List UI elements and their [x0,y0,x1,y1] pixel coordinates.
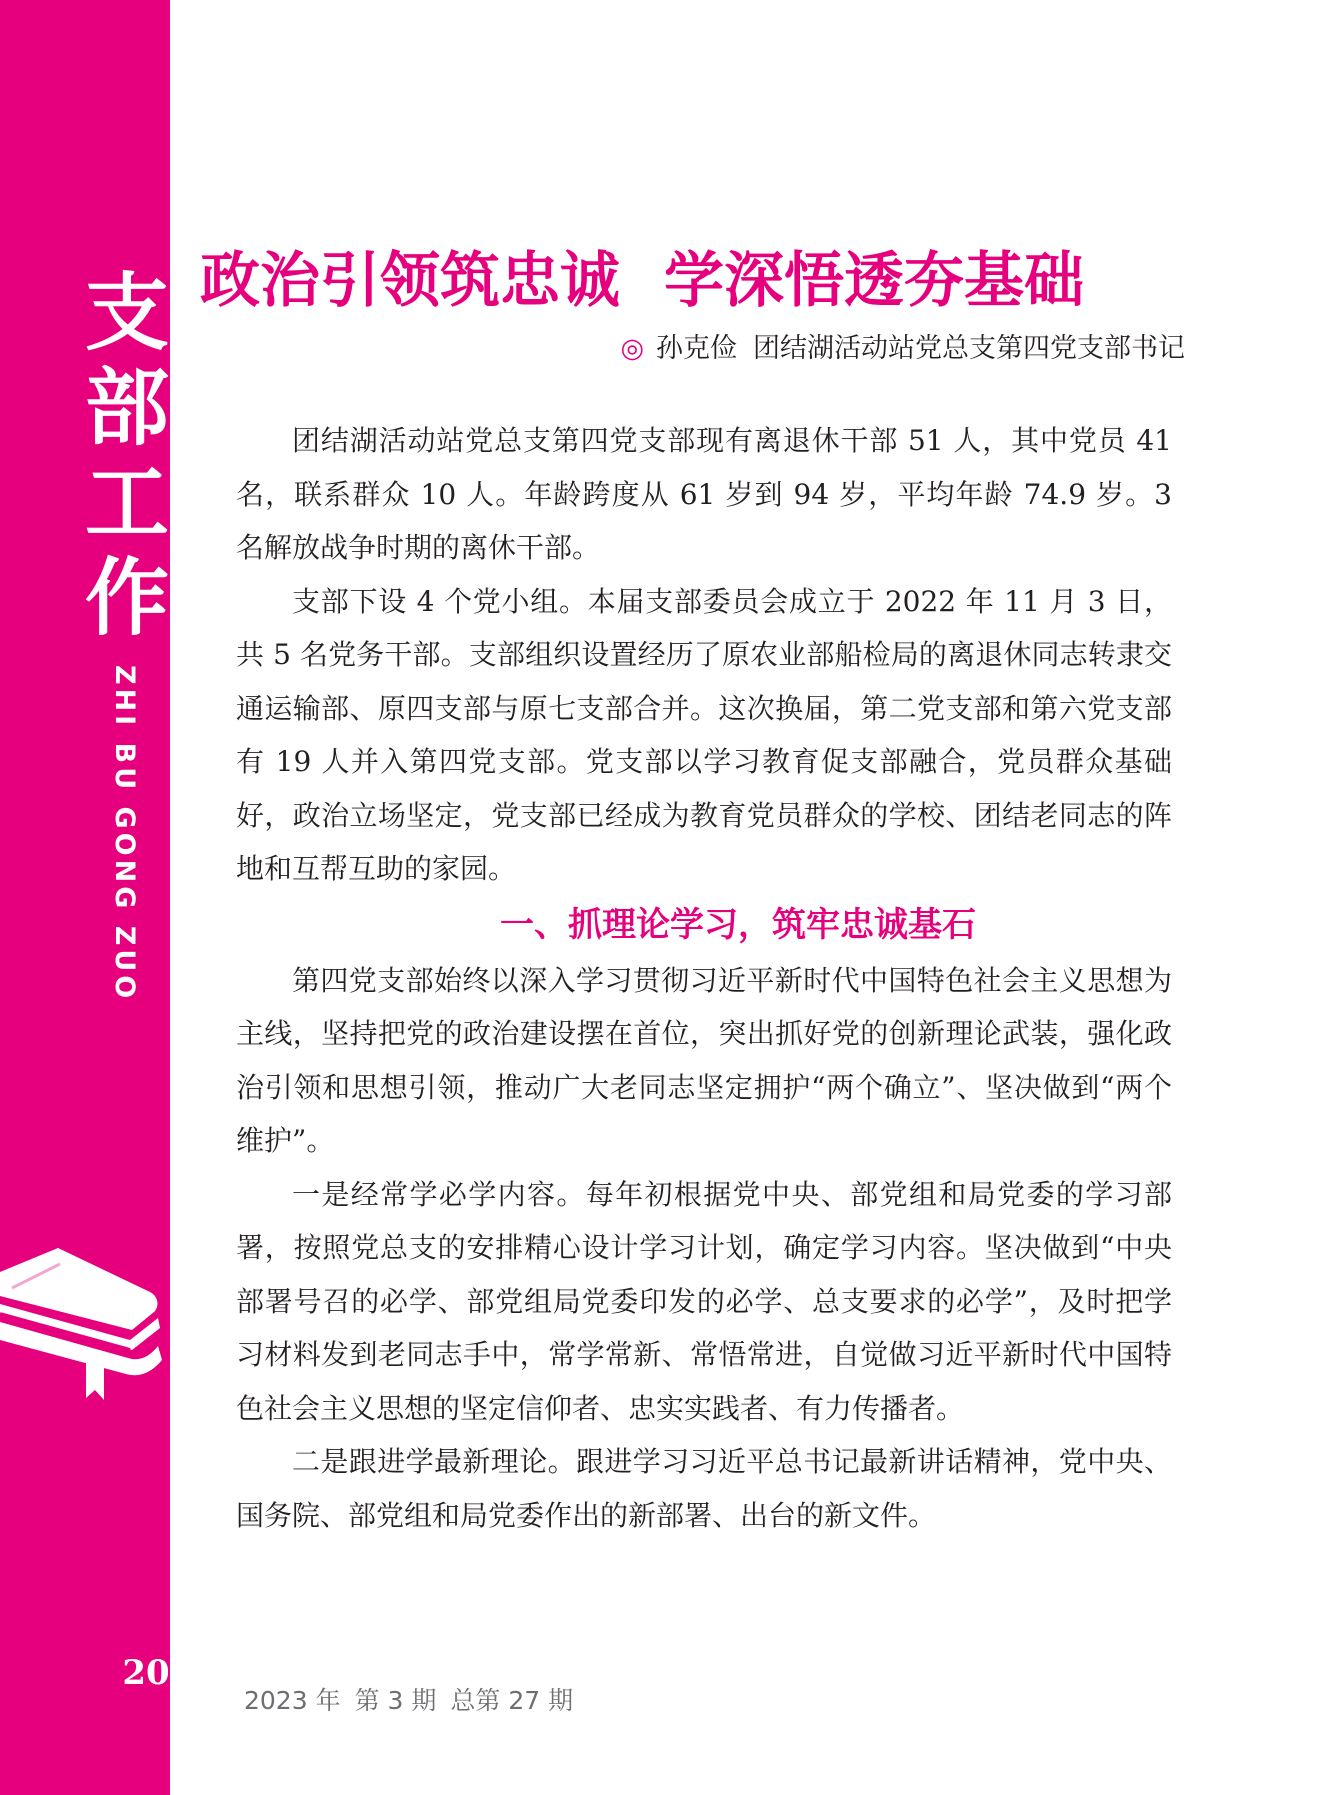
author-name: 孙克俭 [656,333,737,364]
column-title-char: 工 [84,454,169,552]
paragraph: 第四党支部始终以深入学习贯彻习近平新时代中国特色社会主义思想为主线，坚持把党的政治建设摆在首位，突出抓好党的创新理论武装，强化政治引领和思想引领，推动广大老同志坚定拥护“两个确立”、坚决做到“两个维护”。 [236,963,1172,1157]
column-title-char: 部 [84,359,169,457]
footer-year: 2023 年 [244,1686,341,1715]
column-title-char: 作 [84,549,169,647]
paragraph: 二是跟进学最新理论。跟进学习习近平总书记最新讲话精神，党中央、国务院、部党组和局党委作出的新部署、出台的新文件。 [236,1445,1172,1532]
paragraph: 团结湖活动站党总支第四党支部现有离退休干部 51 人，其中党员 41 名，联系群众 10 人。年龄跨度从 61 岁到 94 岁，平均年龄 74.9 岁。3 名解放战争时期的离休干部。 [236,424,1172,564]
footer-issue: 第 3 期 [354,1686,437,1715]
issue-footer [244,1683,587,1719]
footer-total-issue: 总第 27 期 [450,1686,574,1715]
author-role: 团结湖活动站党总支第四党支部书记 [753,333,1185,364]
title-part-2: 学深悟透夯基础 [664,246,1084,316]
column-pinyin: ZHI BU GONG ZUO [109,665,140,1003]
section-heading: 一、抓理论学习，筑牢忠诚基石 [500,904,976,945]
article-body [236,414,1172,1542]
column-title [82,266,172,646]
title-part-1: 政治引领筑忠诚 [200,246,620,316]
paragraph: 一是经常学必学内容。每年初根据党中央、部党组和局党委的学习部署，按照党总支的安排精心设计学习计划，确定学习内容。坚决做到“中央部署号召的必学、部党组局党委印发的必学、总支要求的必学”，及时把学习材料发到老同志手中，常学常新、常悟常进，自觉做习近平新时代中国特色社会主义思想的坚定信仰者、忠实实践者、有力传播者。 [236,1177,1172,1425]
page-number: 20 [122,1653,170,1693]
article-title [200,244,1200,318]
paragraph: 支部下设 4 个党小组。本届支部委员会成立于 2022 年 11 月 3 日，共 5 名党务干部。支部组织设置经历了原农业部船检局的离退休同志转隶交通运输部、原四支部与原七支部合并。这次换届，第二党支部和第六党支部有 19 人并入第四党支部。党支部以学习教育促支部融合，党员群众基础好，政治立场坚定，党支部已经成为教育党员群众的学校、团结老同志的阵地和互帮互助的家园。 [236,584,1172,885]
byline-mark-icon: ◎ [620,333,644,364]
column-title-char: 支 [84,264,169,362]
book-icon [0,1248,170,1418]
byline [620,329,1185,369]
